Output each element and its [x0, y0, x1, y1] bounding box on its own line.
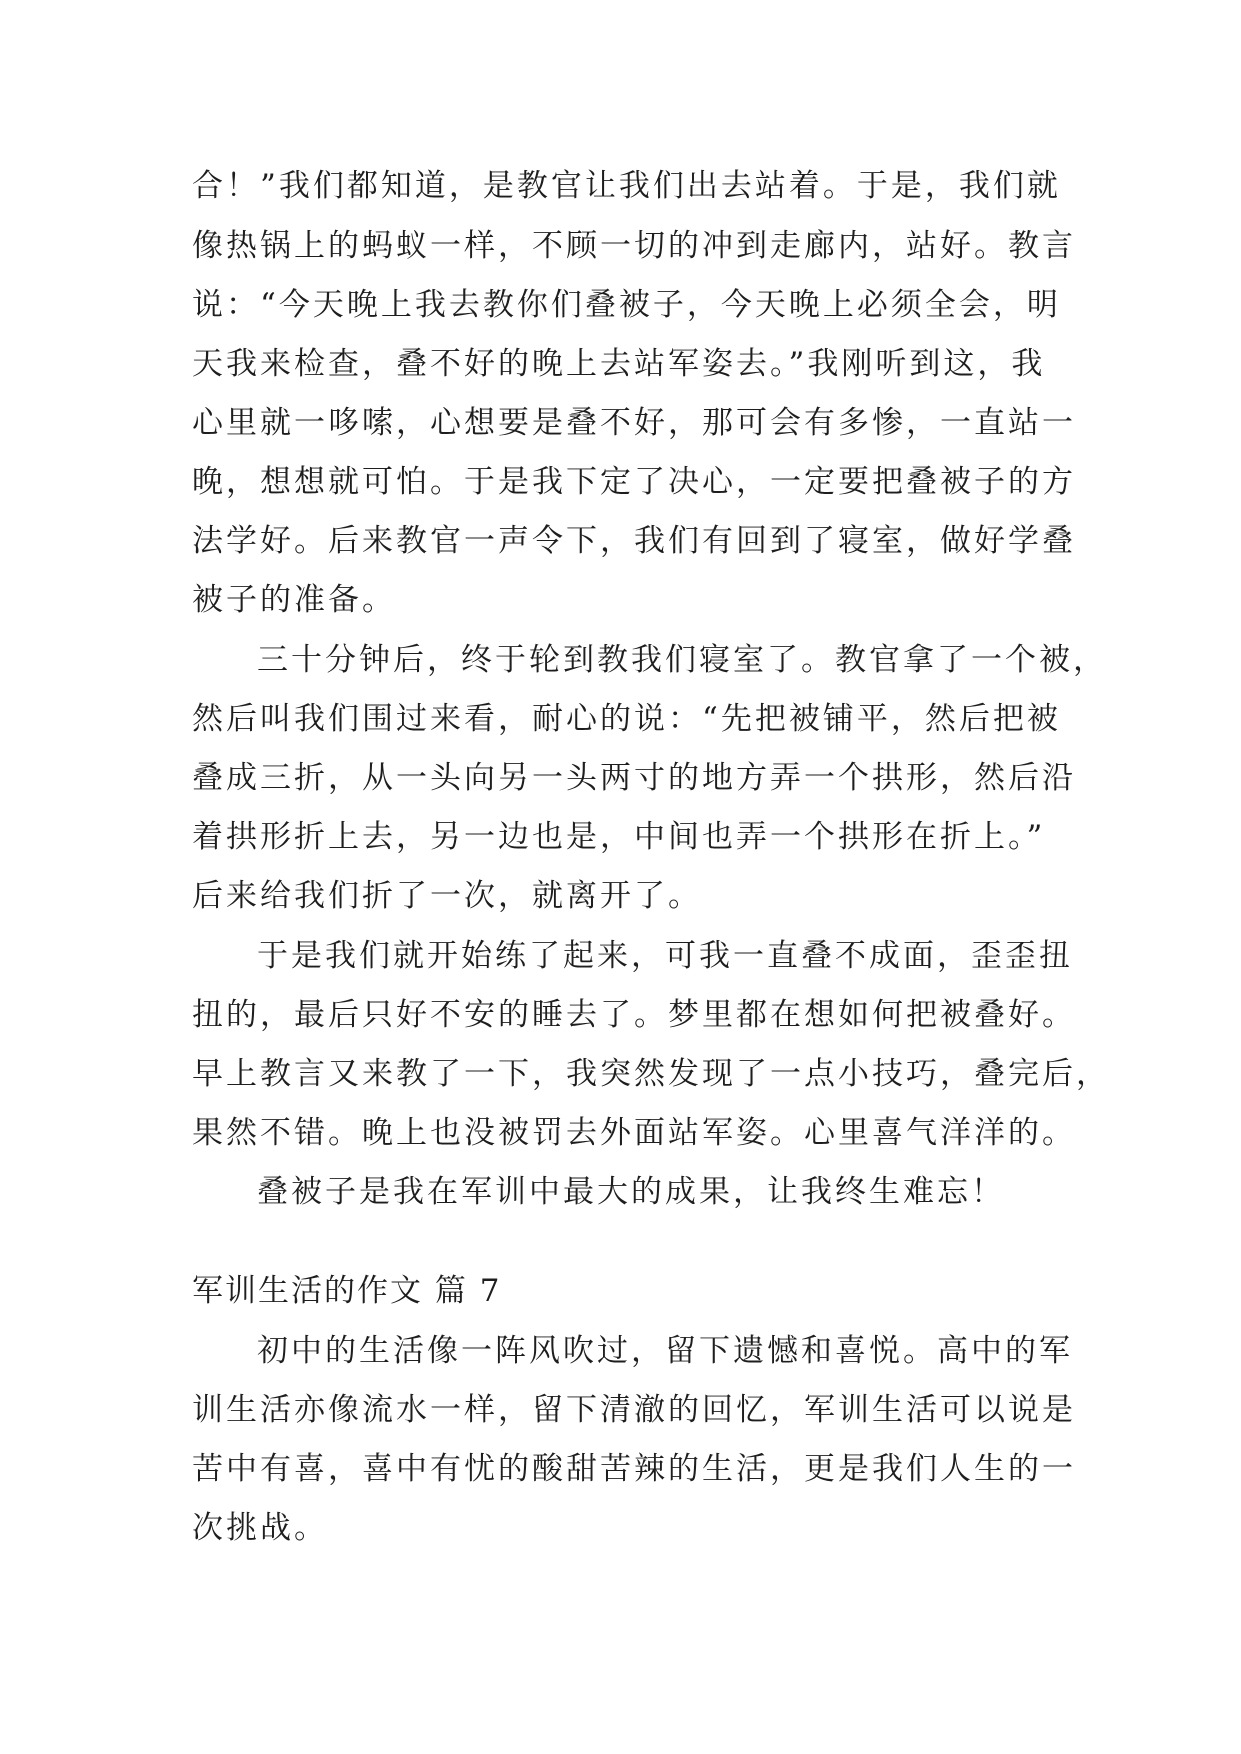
- paragraph-2-line-1: 三十分钟后，终于轮到教我们寝室了。教官拿了一个被，: [257, 642, 1107, 678]
- paragraph-1-line-8: 被子的准备。: [192, 582, 396, 618]
- paragraph-1-line-3: 说：“今天晚上我去教你们叠被子，今天晚上必须全会，明: [192, 287, 1061, 323]
- paragraph-2-line-3: 叠成三折，从一头向另一头两寸的地方弄一个拱形，然后沿: [192, 760, 1076, 796]
- paragraph-3-line-2: 扭的，最后只好不安的睡去了。梦里都在想如何把被叠好。: [192, 997, 1076, 1033]
- paragraph-4-line-1: 叠被子是我在军训中最大的成果，让我终生难忘！: [257, 1174, 1005, 1210]
- paragraph-2-line-5: 后来给我们折了一次，就离开了。: [192, 878, 702, 914]
- paragraph-3-line-1: 于是我们就开始练了起来，可我一直叠不成面，歪歪扭: [257, 938, 1073, 974]
- paragraph-5-line-1: 初中的生活像一阵风吹过，留下遗憾和喜悦。高中的军: [257, 1333, 1073, 1369]
- paragraph-3-line-4: 果然不错。晚上也没被罚去外面站军姿。心里喜气洋洋的。: [192, 1115, 1076, 1151]
- paragraph-1-line-7: 法学好。后来教官一声令下，我们有回到了寝室，做好学叠: [192, 523, 1076, 559]
- paragraph-1-line-4: 天我来检查，叠不好的晚上去站军姿去。”我刚听到这，我: [192, 346, 1046, 382]
- paragraph-1-line-5: 心里就一哆嗦，心想要是叠不好，那可会有多惨，一直站一: [192, 405, 1076, 441]
- section-heading: 军训生活的作文 篇 7: [192, 1273, 502, 1309]
- paragraph-5-line-2: 训生活亦像流水一样，留下清澈的回忆，军训生活可以说是: [192, 1392, 1076, 1428]
- paragraph-2-line-4: 着拱形折上去，另一边也是，中间也弄一个拱形在折上。”: [192, 819, 1046, 855]
- paragraph-5-line-4: 次挑战。: [192, 1510, 328, 1546]
- paragraph-1-line-6: 晚，想想就可怕。于是我下定了决心，一定要把叠被子的方: [192, 464, 1076, 500]
- paragraph-2-line-2: 然后叫我们围过来看，耐心的说：“先把被铺平，然后把被: [192, 701, 1061, 737]
- paragraph-1-line-2: 像热锅上的蚂蚁一样，不顾一切的冲到走廊内，站好。教言: [192, 228, 1076, 264]
- paragraph-1-line-1: 合！”我们都知道，是教官让我们出去站着。于是，我们就: [192, 168, 1061, 204]
- paragraph-3-line-3: 早上教言又来教了一下，我突然发现了一点小技巧，叠完后，: [192, 1056, 1110, 1092]
- paragraph-5-line-3: 苦中有喜，喜中有忧的酸甜苦辣的生活，更是我们人生的一: [192, 1451, 1076, 1487]
